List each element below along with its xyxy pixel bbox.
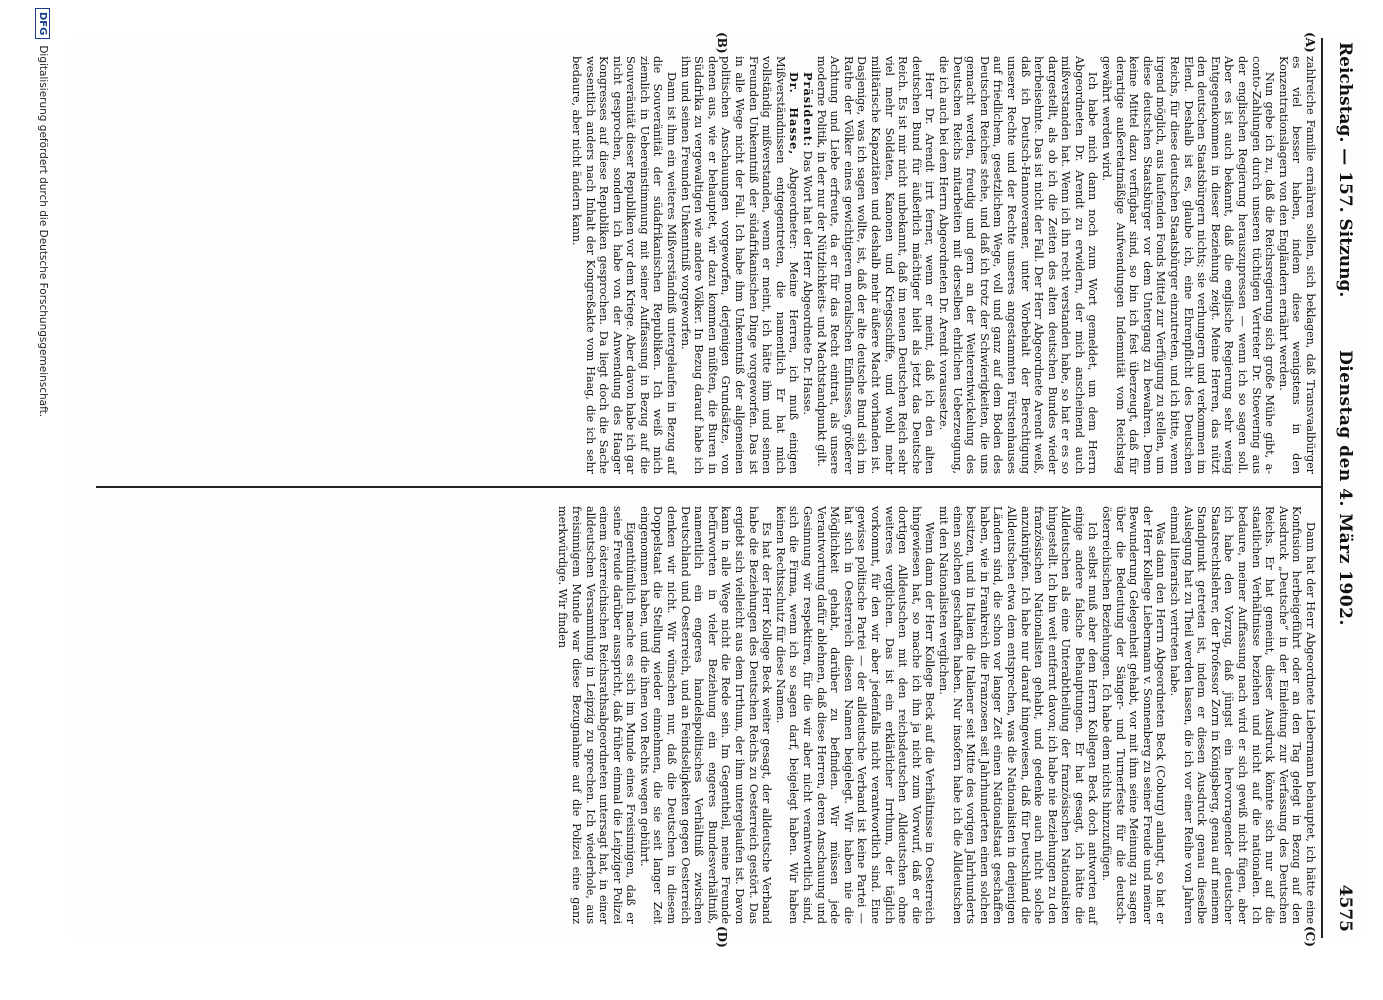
speaker-label: Dr. Hasse, bbox=[787, 72, 802, 156]
speech-text: Das Wort hat der Herr Abgeordnete Dr. Hasse. bbox=[801, 150, 815, 415]
header-date: Dienstag den 4. März 1902. bbox=[1335, 350, 1355, 626]
funding-note: Digitalisierung gefördert durch die Deutsche Forschungsgemeinschaft. bbox=[37, 45, 49, 418]
document-page bbox=[71, 32, 1361, 948]
paragraph: Ich selbst muß aber dem Herrn Kollegen Beck doch antworten auf einige andere falsche Behauptungen. Er hat gesagt, ich hätte die Alldeutschen als eine Unterabtheilung der französischen Nationalisten hingestellt. Ich bin weit entfernt davon; ich habe nie Beziehungen zu den französischen Nationalisten gehabt, und gedenke auch nicht solche anzuknüpfen. Ich habe nur darauf hingewiesen, daß für Deutschland die Alldeutschen etwa dem entsprechen, was die Nationalisten in denjenigen Ländern sind, die schon vor langer Zeit einen Nationalstaat geschaffen haben, wie in Frankreich die Franzosen seit Jahrhunderten einen solchen besitzen, und in Italien die Italiener seit Mitte des vorigen Jahrhunderts einen solchen geschaffen haben. Nur insofern habe ich die Alldeutschen mit den Nationalisten verglichen. bbox=[936, 506, 1100, 924]
paragraph: Eigenthümlich mache es sich im Munde eines Freisinnigen, daß er seine Freude darüber ausspricht, daß früher einmal die Leipziger Polizei einem österreichischen Reichsrathsabgeordneten untersagt hat, in einer alldeutschen Versammlung in Leipzig zu sprechen. Ich wiederhole, aus freisinnigem Munde war diese Bezugnahme auf die Polizei eine ganz merkwürdige. Wir finden bbox=[556, 506, 638, 924]
paragraph: Was dann den Herrn Abgeordneten Beck (Coburg) anlangt, so hat er der Herr Kollege Liebermann v. Sonnenberg zu seiner Freude und meiner Bewunderung Gelegenheit gehabt, vor mit ihm seine Meinung zu sagen über die Bedeutung der Sänger- und Turnerfeste für die deutsch-österreichischen Beziehungen. Ich habe dem nichts hinzuzufügen. bbox=[1100, 506, 1168, 924]
paragraph: Ich habe mich dann noch zum Wort gemeldet, um dem Herrn Abgeordneten Dr. Arendt zu erwidern, der mich anscheinend auch mißverstanden hat. Wenn ich ihn recht verstanden habe, so hat er es so dargestellt, als ob ich die Zeiten des alten deutschen Bundes wieder herbeisehnte. Das ist nicht der Fall. Der Herr Abgeordnete Arendt weiß, daß ich Deutsch-Hannoveraner, unter Vorbehalt der Berechtigung unserer Rechte und der Rechte unseres angestammten Fürstenhauses auf friedlichem, gesetzlichem Wege, voll und ganz auf dem Boden des Deutschen Reiches stehe, und daß ich trotz der Schwierigkeiten, die uns gemacht werden, freudig und gern an der Weiterentwickelung des Deutschen Reichs mitarbeiten mit derselben ehrlichen Ueberzeugung, die ich auch bei dem Herrn Abgeordneten Dr. Arendt voraussetze. bbox=[936, 56, 1100, 474]
margin-mark-a: (A) bbox=[1303, 32, 1317, 53]
paragraph: Nun gebe ich zu, daß die Reichsregierung sich große Mühe gibt, a-conto-Zahlungen durch unseren tüchtigen Vertreter Dr. Stoevering aus der englischen Regierung herauszupressen — wenn ich so sagen soll. Aber es ist auch bekannt, daß die englische Regierung sehr wenig Entgegenkommen in dieser Beziehung zeigt. Meine Herren, das nützt den deutschen Staatsbürgern nichts; sie verhungern und verkommen im Elend. Deshalb ist es, glaube ich, eine Ehrenpflicht des Deutschen Reichs, für diese deutschen Staatsbürger einzutreten, und ich bitte, wenn irgend möglich, aus laufenden Fonds Mittel zur Verfügung zu stellen, um diese deutschen Staatsbürger vor dem Untergang zu bewahren. Denn keine Mittel dazu verfügbar sind, so bin ich fest überzeugt, daß für derartige außeretatmäßige Aufwendungen Indemnität vom Reichstag gewährt werden wird. bbox=[1100, 56, 1277, 474]
column-divider bbox=[96, 486, 1321, 488]
margin-mark-b: (B) bbox=[715, 32, 729, 54]
paragraph: Dann ist ihm ein weiteres Mißverständniß untergelaufen in Bezug auf die Souveränität der südafrikanischen Republiken. Ich weiß mich ziemlich in Uebereinstimmung mit seiner Auffassung in Bezug auf die Souveränität dieser Republiken vor dem Kriege. Aber davon habe ich gar nicht gesprochen, sondern ich habe von der Anwendung des Haager Kongresses auf diese Republiken gesprochen. Da liegt doch die Sache wesentlich anders nach Inhalt der Kongreßakte vom Haag, die ich sehr bedaure, aber nicht ändern kann. bbox=[569, 56, 679, 474]
paragraph: zahlreiche Familie ernähren sollen, sich beklagen, daß Transvaalbürger es viel besser haben, indem diese wenigstens in den Konzentrationslagern von den Engländern ernährt werden. bbox=[1276, 56, 1317, 474]
dfg-logo: DFG bbox=[36, 8, 51, 39]
paragraph: Wenn dann der Herr Kollege Beck auf die Verhältnisse in Oesterreich hingewiesen hat, so mache ich ihn ja nicht zum Vorwurf, daß er die dortigen Alldeutschen mit den reichsdeutschen Alldeutschen ohne weiteres verglichen. Das ist ein erklärlicher Irrthum, der täglich vorkommt, für den wir aber jedenfalls nicht verantwortlich sind. Eine gewisse politische Partei — der alldeutsche Verband ist keine Partei — hat sich in Oesterreich diesen Namen beigelegt. Wir haben nie die Möglichkeit gehabt, darüber zu befinden. Wir müssen jede Verantwortung dafür ablehnen, daß diese Herren, deren Anschauung und Gesinnung wir respektiren, für die wir aber nicht verantwortlich sind, sich die Firma, wenn ich so sagen darf, beigelegt haben. Wir haben keinen Rechtsschutz für diese Namen. bbox=[773, 506, 937, 924]
president-paragraph bbox=[800, 56, 814, 474]
header-rule bbox=[1321, 38, 1323, 938]
paragraph: Es hat der Herr Kollege Beck weiter gesagt, der alldeutsche Verband habe die Beziehungen des Deutschen Reichs zu Oesterreich gestört. Das ergiebt sich vielleicht aus dem Irrthum, der ihm untergelaufen ist. Davon kann in alle Wege nicht die Rede sein. Im Gegentheil, meine Freunde befürworten in vieler Beziehung ein engeres Bundesverhältniß, namentlich ein engeres handelspolitisches Verhältniß zwischen Deutschland und Oesterreich, und an Feindseligkeiten gegen Oesterreich denken wir nicht. Wir wünschen nur, daß die Deutschen in diesem Doppelstaat die Stellung wieder einnehmen, die sie seit langer Zeit eingenommen haben, und die ihnen von Rechts wegen gebührt. bbox=[637, 506, 774, 924]
speech-paragraph bbox=[678, 56, 800, 474]
paragraph: Dann hat der Herr Abgeordnete Liebermann behauptet, ich hätte eine Konfusion herbeigeführt oder an den Tag gelegt in Bezug auf den Ausdruck „Deutsche“ in der Einleitung zur Verfassung des Deutschen Reichs. Er hat gemeint, dieser Ausdruck könnte sich nur auf die staatlichen Verhältnisse beziehen und nicht auf die nationalen. Ich bedaure, meiner Auffassung nach wird er sich gewiß nicht fügen, aber ich habe den Vorzug, daß jüngst ein hervorragender deutscher Staatsrechtslehrer, der Professor Zorn in Königsberg, genau auf meinem Standpunkt getreten ist, indem er diesen Ausdruck genau dieselbe Auslegung hat zu Theil werden lassen, die ich vor einer Reihe von Jahren einmal literarisch vertreten habe. bbox=[1168, 506, 1317, 924]
margin-mark-c: (C) bbox=[1303, 926, 1317, 947]
funding-footer bbox=[35, 0, 51, 1000]
paragraph: Herr Dr. Arendt irrt ferner, wenn er meint, daß ich den alten deutschen Bund für äußerlich mächtiger hielt als jetzt das Deutsche Reich. Es ist mir nicht unbekannt, daß im neuen Deutschen Reich sehr viel mehr Soldaten, Kanonen und Kriegsschiffe, und wohl mehr militärische Kapazitäten und deshalb mehr äußere Macht vorhanden ist. Dasjenige, was ich sagen wollte, ist, daß der alte deutsche Bund sich im Rathe der Völker eines gewichtigeren moralischen Einflusses, größerer Achtung und Liebe erfreute, da er für das Recht eintrat, als unsere moderne Politik, in der nur der Nützlichkeits- und Machtstandpunkt gilt. bbox=[814, 56, 937, 474]
page-number: 4575 bbox=[1335, 884, 1355, 932]
right-column bbox=[556, 506, 1317, 924]
margin-mark-d: (D) bbox=[715, 926, 729, 948]
left-column bbox=[569, 56, 1317, 474]
speech-text: Abgeordneter: Meine Herren, ich muß einigen Mißverständnissen entgegentreten, die namentlich Er hat mich vollständig mißverstanden, wenn er meint, ich hätte ihm und seinen Freunden Unkenntniß der südafrikanischen Dinge vorgeworfen. Das ist in alle Wege nicht der Fall. Ich habe ihm Unkenntniß der allgemeinen politischen Anschauungen vorgeworfen, derjenigen Grundsätze, von denen aus, wie er behauptet, wir dazu kommen müßten, die Buren in Südafrika zu vergewaltigen wie andere Völker. In Bezug darauf habe ich ihm und seinen Freunden Unkenntniß vorgeworfen. bbox=[678, 56, 801, 474]
header-title: Reichstag. — 157. Sitzung. bbox=[1335, 42, 1355, 298]
page-header bbox=[1325, 38, 1361, 938]
speaker-label: Präsident: bbox=[801, 72, 816, 148]
